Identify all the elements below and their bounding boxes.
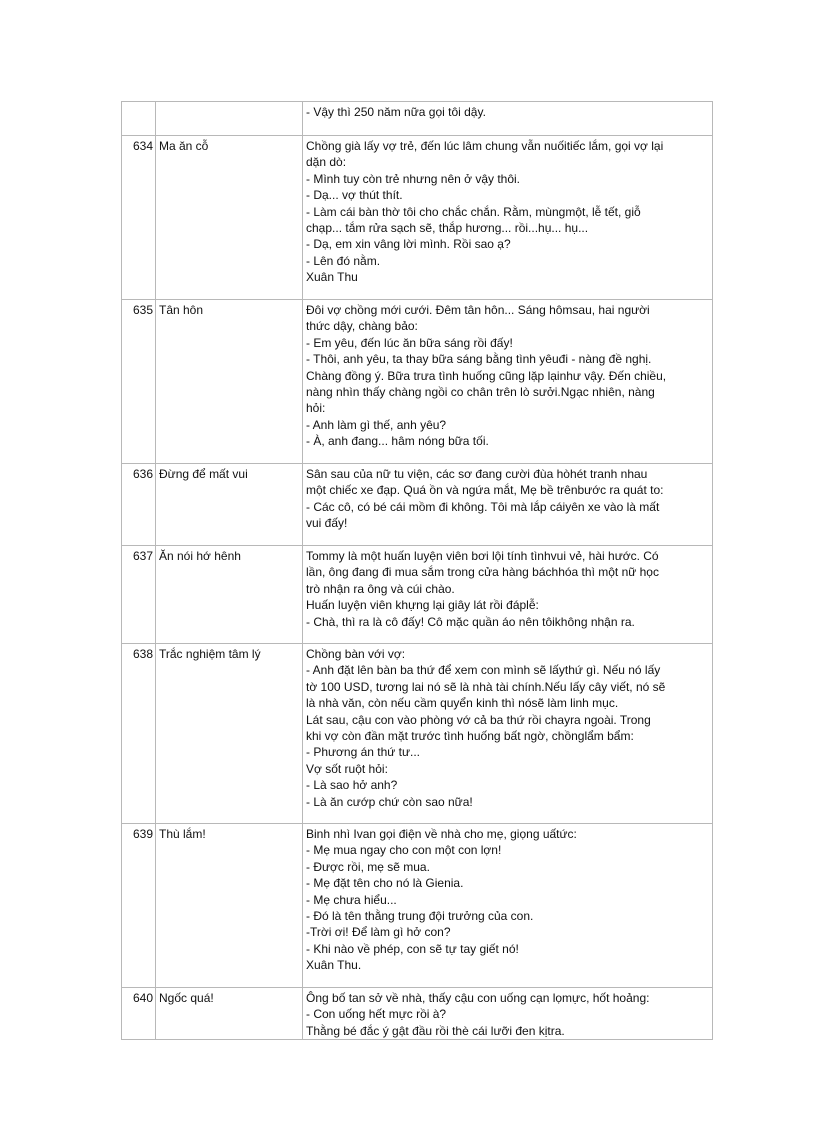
joke-text-line: thức dậy, chàng bảo:	[306, 319, 418, 334]
joke-number: 639	[122, 824, 156, 988]
joke-number: 635	[122, 300, 156, 464]
joke-text-line: - Mẹ mua ngay cho con một con lợn!	[306, 843, 502, 858]
joke-text-line: hỏi:	[306, 401, 326, 416]
joke-title	[156, 102, 303, 136]
table-row	[122, 464, 713, 546]
joke-text-line: nàng nhìn thấy chàng ngồi co chân trên lò sưởi.Ngạc nhiên, nàng	[306, 385, 655, 400]
joke-number: 640	[122, 988, 156, 1040]
joke-text	[303, 546, 713, 644]
joke-text-line: chạp... tắm rửa sạch sẽ, thắp hương... rồi...hụ... hụ...	[306, 221, 589, 236]
joke-text-line: - Chà, thì ra là cô đấy! Cô mặc quần áo nên tôikhông nhận ra.	[306, 614, 635, 629]
joke-text-line: Binh nhì Ivan gọi điện về nhà cho mẹ, giọng uấtức:	[306, 827, 577, 841]
table-row	[122, 824, 713, 988]
joke-text-line: - Làm cái bàn thờ tôi cho chắc chắn. Rằm, mùngmột, lễ tết, giỗ	[306, 204, 641, 219]
joke-text-line: - Là ăn cướp chứ còn sao nữa!	[306, 794, 473, 809]
joke-title: Thù lắm!	[156, 824, 303, 988]
joke-text	[303, 644, 713, 824]
joke-text-line: - Phương án thứ tư...	[306, 745, 421, 760]
table-row	[122, 300, 713, 464]
joke-text-line: - Mẹ đặt tên cho nó là Gienia.	[306, 876, 464, 891]
joke-number: 636	[122, 464, 156, 546]
joke-text-line: Chồng bàn với vợ:	[306, 647, 406, 661]
joke-text-line: - Dạ, em xin vâng lời mình. Rồi sao ạ?	[306, 237, 511, 252]
joke-title: Đừng để mất vui	[156, 464, 303, 546]
joke-text-line: - Dạ... vợ thút thít.	[306, 188, 403, 203]
joke-number: 637	[122, 546, 156, 644]
joke-title: Tân hôn	[156, 300, 303, 464]
joke-text-line: - Mình tuy còn trẻ nhưng nên ở vậy thôi.	[306, 171, 521, 186]
joke-text-line: Huấn luyện viên khựng lại giây lát rồi đáplễ:	[306, 598, 539, 613]
joke-text-line: - Thôi, anh yêu, ta thay bữa sáng bằng tình yêuđi - nàng đề nghị.	[306, 352, 652, 367]
joke-text-line: - Em yêu, đến lúc ăn bữa sáng rồi đấy!	[306, 335, 513, 350]
joke-text-line: - Lên đó nằm.	[306, 253, 381, 268]
joke-text	[303, 300, 713, 464]
joke-text-line: trò nhận ra ông và cúi chào.	[306, 581, 455, 596]
joke-text-line: - Là sao hở anh?	[306, 778, 398, 793]
table-row	[122, 988, 713, 1040]
joke-title: Ăn nói hớ hênh	[156, 546, 303, 644]
joke-text-line: -Trời ơi! Để làm gì hở con?	[306, 925, 451, 940]
joke-text-line: Lát sau, cậu con vào phòng vớ cả ba thứ rồi chayra ngoài. Trong	[306, 712, 651, 727]
joke-text-line: - Các cô, có bé cái mồm đi không. Tôi mà lắp cáiyên xe vào là mất	[306, 499, 660, 514]
joke-text-line: Vợ sốt ruột hỏi:	[306, 761, 388, 776]
joke-text-line: - Khi nào về phép, con sẽ tự tay giết nó!	[306, 941, 519, 956]
joke-text-line: - Con uống hết mực rồi à?	[306, 1007, 447, 1022]
joke-text	[303, 988, 713, 1040]
joke-text-line: Xuân Thu.	[306, 958, 362, 973]
joke-text-line: Tommy là một huấn luyện viên bơi lội tính tìnhvui vẻ, hài hước. Có	[306, 549, 659, 563]
joke-text-line: Đôi vợ chồng mới cưới. Đêm tân hôn... Sáng hômsau, hai người	[306, 303, 650, 317]
joke-text-line: dặn dò:	[306, 155, 347, 170]
joke-title: Ma ăn cỗ	[156, 136, 303, 300]
joke-text-line: - Được rồi, mẹ sẽ mua.	[306, 859, 430, 874]
table-row	[122, 546, 713, 644]
joke-number: 638	[122, 644, 156, 824]
joke-text-line: Sân sau của nữ tu viện, các sơ đang cười đùa hòhét tranh nhau	[306, 467, 648, 481]
joke-text-line: lần, ông đang đi mua sắm trong cửa hàng báchhóa thì một nữ học	[306, 565, 659, 580]
joke-text	[303, 102, 713, 136]
jokes-table-body	[122, 102, 713, 1040]
table-row	[122, 102, 713, 136]
joke-text-line: vui đấy!	[306, 516, 348, 531]
joke-title: Ngốc quá!	[156, 988, 303, 1040]
joke-text-line: khi vợ còn đần mặt trước tình huống bất ngờ, chồnglẩm bẩm:	[306, 729, 634, 744]
joke-text-line: - Đó là tên thằng trung đội trưởng của con.	[306, 909, 534, 924]
joke-text-line: là nhà văn, còn nếu cầm quyển kinh thì nósẽ làm linh mục.	[306, 696, 619, 711]
joke-title: Trắc nghiệm tâm lý	[156, 644, 303, 824]
table-row	[122, 136, 713, 300]
table-row	[122, 644, 713, 824]
joke-text-line: - À, anh đang... hâm nóng bữa tối.	[306, 434, 489, 449]
joke-text	[303, 824, 713, 988]
joke-text-line: Xuân Thu	[306, 270, 358, 285]
joke-text-line: Thằng bé đắc ý gật đầu rồi thè cái lưỡi đen kịtra.	[306, 1023, 565, 1038]
joke-text-line: - Mẹ chưa hiểu...	[306, 892, 397, 907]
joke-text	[303, 464, 713, 546]
joke-text-line: tờ 100 USD, tương lai nó sẽ là nhà tài chính.Nếu lấy cây viết, nó sẽ	[306, 679, 666, 694]
joke-number: 634	[122, 136, 156, 300]
joke-text-line: Chồng già lấy vợ trẻ, đến lúc lâm chung vẫn nuốitiếc lắm, gọi vợ lại	[306, 139, 664, 153]
joke-text-line: - Vậy thì 250 năm nữa gọi tôi dậy.	[306, 105, 486, 119]
joke-text-line: Ông bố tan sở về nhà, thấy cậu con uống cạn lọmực, hốt hoảng:	[306, 991, 650, 1005]
joke-text-line: - Anh làm gì thế, anh yêu?	[306, 417, 447, 432]
joke-text	[303, 136, 713, 300]
joke-text-line: Chàng đồng ý. Bữa trưa tình huống cũng lặp lạinhư vậy. Đến chiều,	[306, 368, 667, 383]
jokes-table	[121, 101, 713, 1040]
joke-number	[122, 102, 156, 136]
joke-text-line: - Anh đặt lên bàn ba thứ để xem con mình sẽ lấythứ gì. Nếu nó lấy	[306, 663, 661, 678]
joke-text-line: một chiếc xe đạp. Quá ồn và ngứa mắt, Mẹ bề trênbước ra quát to:	[306, 483, 664, 498]
